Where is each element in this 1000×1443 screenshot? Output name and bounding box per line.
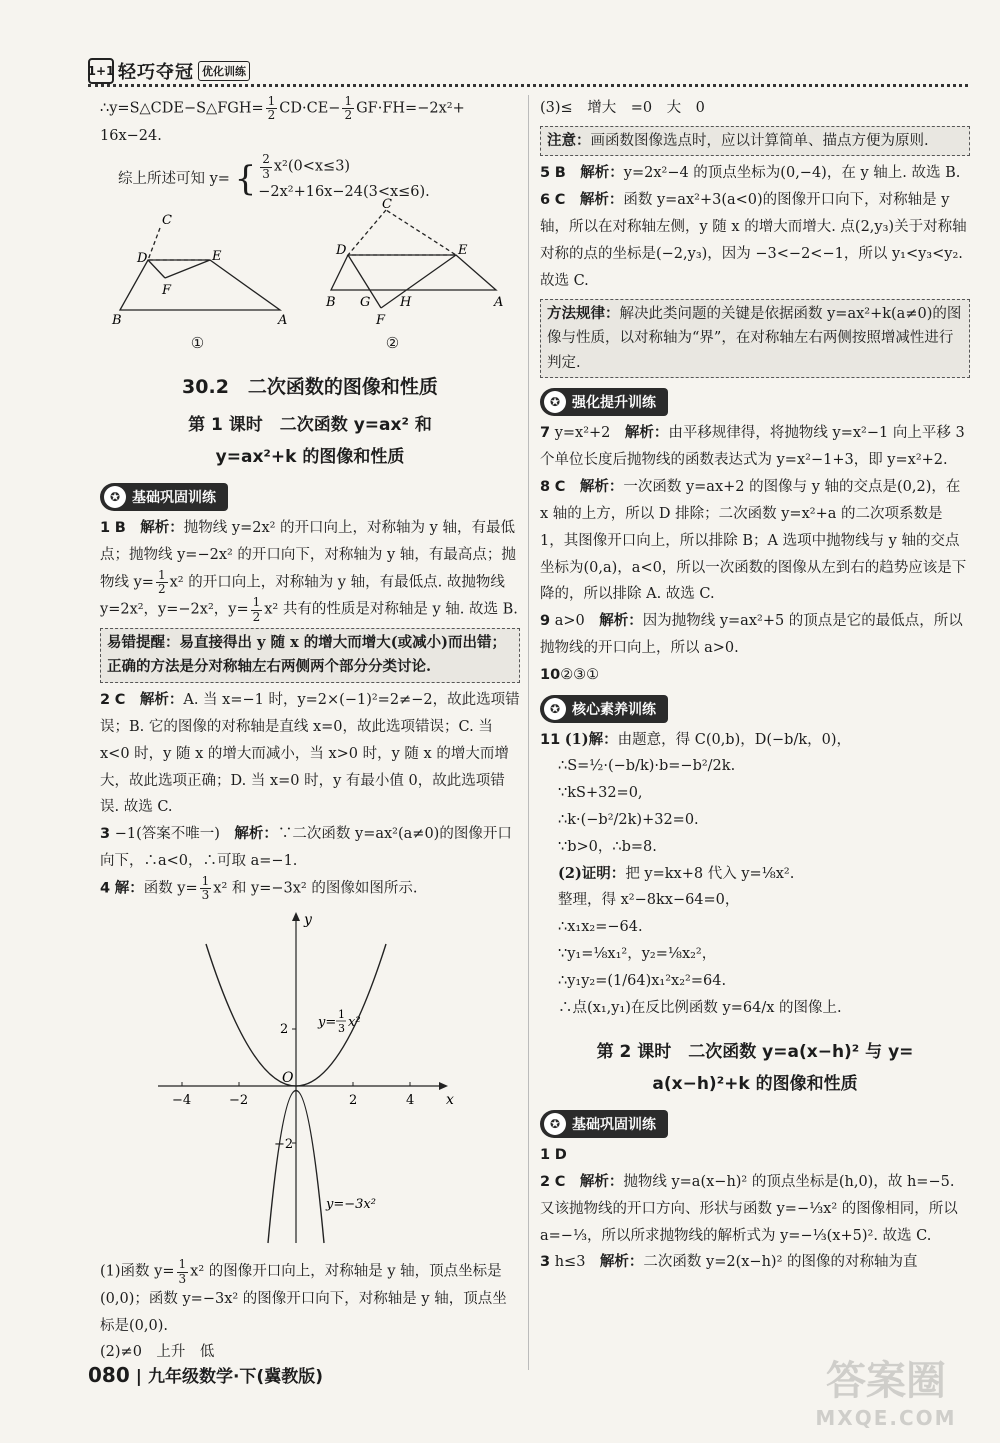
lesson2-question-3: 3 h≤3 解析：二次函数 y=2(x−h)² 的图像的对称轴为直 — [540, 1253, 918, 1271]
svg-text:−2: −2 — [229, 1093, 249, 1109]
question-5: 5 B 解析：y=2x²−4 的顶点坐标为(0,−4)，在 y 轴上. 故选 B. — [540, 164, 961, 182]
watermark-logo: 答案圈 — [826, 1358, 946, 1404]
svg-text:B: B — [326, 294, 336, 310]
q11-step-6: ∴x₁x₂=−64. — [558, 919, 643, 936]
section-title: 30.2 二次函数的图像和性质 — [182, 375, 438, 398]
question-4-part3: (3)≤ 增大 =0 大 0 — [540, 100, 705, 116]
svg-text:y=−3x²: y=−3x² — [326, 1197, 376, 1213]
svg-text:D: D — [137, 250, 148, 266]
q11-step-4: ∵b>0，∴b=8. — [558, 838, 657, 855]
q11-part2: (2)证明：把 y=kx+8 代入 y=⅛x². — [558, 864, 795, 882]
svg-text:3: 3 — [338, 1022, 345, 1036]
q11-step-3: ∴k·(−b²/2k)+32=0. — [558, 812, 699, 828]
svg-text:4: 4 — [406, 1093, 415, 1109]
banner-core-training: ✪ 核心素养训练 — [540, 695, 668, 723]
note-method: 方法规律：解决此类问题的关键是依据函数 y=ax²+k(a≠0)的图像与性质，以对称轴为“界”，在对称轴左右两侧按照增减性进行判定. — [540, 299, 970, 379]
svg-text:1: 1 — [338, 1008, 345, 1022]
q11-step-8: ∴y₁y₂=(1/64)x₁²x₂²=64. — [558, 972, 727, 989]
question-4: 4 解：函数 y= $\frac{1}{3}$ x² 和 y=−3x² 的图像如图所示. — [100, 873, 418, 902]
brand-logo — [88, 58, 250, 84]
lesson1-title: 第 1 课时 二次函数 y=ax² 和 y=ax²+k 的图像和性质 — [188, 414, 432, 467]
svg-text:−4: −4 — [172, 1093, 192, 1109]
page-footer: 080 | 九年级数学·下(冀教版) — [88, 1363, 323, 1387]
intro-equation: ∴y=S△CDE−S△FGH= $\frac{1}{2}$ CD·CE− $\frac{1}{2}$ GF·FH=−2x²+ — [100, 94, 465, 123]
question-4-part1: (1)函数 y= $\frac{1}{3}$ x² 的图像开口向上，对称轴是 y 轴，顶点坐标是(0,0)；函数 y=−3x² 的图像开口向下，对称轴是 y 轴，顶点坐标是(0,0). — [100, 1257, 507, 1334]
q11-step-2: ∵kS+32=0, — [558, 785, 643, 802]
svg-text:G: G — [360, 294, 371, 310]
lesson2-question-2: 2 C 解析：抛物线 y=a(x−h)² 的顶点坐标是(h,0)，故 h=−5. 又该抛物线的开口方向、形状与函数 y=−⅓x² 的图像相同，所以 a=−⅓，所以所求抛物线的解析式为 y=−⅓(x+5)². 故选 C. — [540, 1172, 958, 1244]
q11-step-9: ∴点(x₁,y₁)在反比例函数 y=64/x 的图像上. — [558, 999, 842, 1016]
brand-mark-icon: 1+1 — [88, 58, 114, 84]
piecewise-summary: 综上所述可知 y= { $\frac{2}{3}$ x²(0<x≤3) −2x²+16x−24(3<x≤6). — [118, 152, 430, 200]
y-axis-arrow-icon — [292, 912, 300, 921]
lion-badge-icon: ✪ — [544, 1113, 566, 1135]
brand-name: 轻巧夺冠 — [118, 62, 194, 83]
triangle-figure-2 — [326, 196, 506, 330]
brace-icon: { — [234, 158, 257, 199]
lion-badge-icon: ✪ — [544, 391, 566, 413]
banner-basic-training: ✪ 基础巩固训练 — [100, 483, 228, 511]
svg-text:A: A — [494, 294, 504, 310]
right-column — [540, 95, 970, 1276]
page-header — [88, 56, 968, 86]
svg-text:D: D — [336, 242, 347, 258]
triangle-figure-1 — [110, 210, 290, 330]
svg-text:y=: y= — [318, 1015, 337, 1031]
svg-text:O: O — [282, 1070, 294, 1087]
figure-caption-2: ② — [385, 333, 400, 352]
q11-step-1: ∴S=½·(−b/k)·b=−b²/2k. — [558, 758, 736, 775]
note-common-mistake: 易错提醒：易直接得出 y 随 x 的增大而增大(或减小)而出错；正确的方法是分对称轴左右两侧两个部分分类讨论. — [100, 628, 520, 683]
header-divider — [88, 84, 968, 87]
left-column — [100, 95, 520, 1366]
svg-text:E: E — [212, 248, 222, 264]
svg-text:2: 2 — [349, 1093, 358, 1109]
svg-text:y: y — [304, 912, 312, 929]
question-1-cont: y=2x²，y=−2x²，y= $\frac{1}{2}$ x² 共有的性质是对称轴是 y 轴. 故选 B. — [100, 595, 518, 624]
question-1: 1 B 解析：抛物线 y=2x² 的开口向上，对称轴为 y 轴，有最低点；抛物线 y=−2x² 的开口向下，对称轴为 y 轴，有最高点；抛物线 y= $\frac{1}{2}$ x² 的开口向上，对称轴为 y 轴，有最低点. 故抛物线 — [100, 519, 516, 597]
figure-caption-1: ① — [190, 333, 205, 352]
question-3: 3 −1(答案不唯一) 解析：∵二次函数 y=ax²(a≠0)的图像开口向下，∴a<0，∴可取 a=−1. — [100, 825, 512, 869]
parabola-graph — [158, 908, 458, 1248]
q11-step-7: ∵y₁=⅛x₁²，y₂=⅛x₂²， — [558, 946, 717, 963]
intro-equation-cont: 16x−24. — [100, 127, 162, 144]
svg-text:2: 2 — [280, 1022, 289, 1038]
watermark-site: MXQE.COM — [815, 1406, 957, 1430]
fraction: $\frac{1}{2}$ — [344, 94, 353, 123]
svg-text:C: C — [162, 212, 172, 228]
svg-text:C: C — [382, 196, 392, 212]
svg-text:B: B — [112, 312, 122, 328]
question-11: 11 (1)解：由题意，得 C(0,b)，D(−b/k，0)， — [540, 730, 852, 748]
svg-text:x²: x² — [348, 1015, 361, 1031]
svg-text:H: H — [400, 294, 412, 310]
svg-text:A: A — [278, 312, 288, 328]
banner-advanced-training: ✪ 强化提升训练 — [540, 388, 668, 416]
fraction: $\frac{1}{2}$ — [267, 94, 276, 123]
lion-badge-icon: ✪ — [544, 698, 566, 720]
svg-text:E: E — [458, 242, 468, 258]
note-attention: 注意：画函数图像选点时，应以计算简单、描点方便为原则. — [540, 126, 970, 157]
svg-text:x: x — [446, 1092, 454, 1109]
lesson2-question-1: 1 D — [540, 1147, 567, 1164]
svg-text:F: F — [376, 312, 386, 328]
brand-subtitle: 优化训练 — [198, 61, 250, 81]
book-title: 九年级数学·下(冀教版) — [147, 1367, 323, 1387]
banner-basic-training-2: ✪ 基础巩固训练 — [540, 1110, 668, 1138]
question-10: 10②③① — [540, 666, 600, 683]
column-divider — [528, 95, 529, 1370]
q11-step-5: 整理，得 x²−8kx−64=0， — [558, 892, 740, 909]
question-4-part2: (2)≠0 上升 低 — [100, 1344, 215, 1361]
svg-text:−2: −2 — [274, 1137, 294, 1153]
question-2: 2 C 解析：A. 当 x=−1 时，y=2×(−1)²=2≠−2，故此选项错误；B. 它的图像的对称轴是直线 x=0，故此选项错误；C. 当 x<0 时，y 随 x 的增大而减小，当 x>0 时，y 随 x 的增大而增大，故此选项正确；D. 当 x=0 时，y 有最小值 0，故此选项错误. 故选 C. — [100, 691, 520, 816]
geometry-figures — [110, 196, 520, 330]
svg-text:F: F — [162, 282, 172, 298]
question-7: 7 y=x²+2 解析：由平移规律得，将抛物线 y=x²−1 向上平移 3 个单位长度后抛物线的函数表达式为 y=x²−1+3，即 y=x²+2. — [540, 424, 965, 469]
question-9: 9 a>0 解析：因为抛物线 y=ax²+5 的顶点是它的最低点，所以抛物线的开口向上，所以 a>0. — [540, 612, 963, 656]
figure-captions — [100, 330, 490, 358]
lion-badge-icon: ✪ — [104, 486, 126, 508]
page-number: 080 — [88, 1363, 130, 1387]
lesson2-title: 第 2 课时 二次函数 y=a(x−h)² 与 y= a(x−h)²+k 的图像和性质 — [596, 1041, 914, 1094]
x-axis-arrow-icon — [439, 1082, 448, 1090]
question-8: 8 C 解析：一次函数 y=ax+2 的图像与 y 轴的交点是(0,2)，在 x 轴的上方，所以 D 排除；二次函数 y=x²+a 的二次项系数是 1，其图像开口向上，所以排除 B；A 选项中抛物线与 y 轴的交点坐标为(0,a)，a<0，所以一次函数的图像从左到右的趋势应该是下降的，所以排除 A. 故选 C. — [540, 478, 967, 603]
watermark — [796, 1349, 976, 1429]
question-6: 6 C 解析：函数 y=ax²+3(a<0)的图像开口向下，对称轴是 y 轴，所以在对称轴左侧，y 随 x 的增大而增大. 点(2,y₃)关于对称轴对称的点的坐标是(−2,y₃)，因为 −3<−2<−1，所以 y₁<y₃<y₂. 故选 C. — [540, 191, 967, 289]
